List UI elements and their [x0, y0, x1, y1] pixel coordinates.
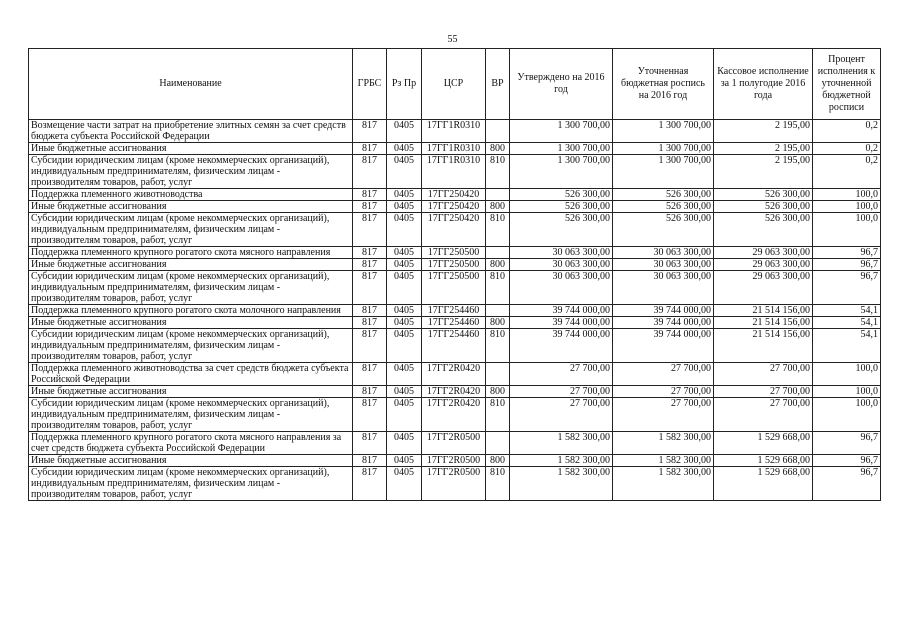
cell-cash: 1 529 668,00 [714, 455, 813, 467]
cell-cash: 1 529 668,00 [714, 467, 813, 501]
cell-percent: 96,7 [813, 259, 881, 271]
cell-grbs: 817 [353, 155, 387, 189]
table-row [29, 271, 881, 305]
cell-approved: 30 063 300,00 [510, 247, 613, 259]
cell-vr [486, 247, 510, 259]
cell-csr: 17ГГ250500 [422, 271, 486, 305]
table-row [29, 120, 881, 143]
cell-specified: 30 063 300,00 [613, 247, 714, 259]
cell-csr: 17ГГ2R0420 [422, 398, 486, 432]
cell-percent: 100,0 [813, 398, 881, 432]
cell-name: Иные бюджетные ассигнования [29, 143, 353, 155]
table-row [29, 432, 881, 455]
cell-percent: 54,1 [813, 317, 881, 329]
cell-approved: 39 744 000,00 [510, 317, 613, 329]
cell-vr [486, 363, 510, 386]
table-row [29, 386, 881, 398]
cell-percent: 54,1 [813, 305, 881, 317]
cell-vr: 810 [486, 398, 510, 432]
cell-approved: 526 300,00 [510, 213, 613, 247]
table-row [29, 213, 881, 247]
cell-vr: 800 [486, 386, 510, 398]
cell-rzpr: 0405 [387, 398, 422, 432]
table-row [29, 317, 881, 329]
cell-specified: 39 744 000,00 [613, 305, 714, 317]
cell-name: Иные бюджетные ассигнования [29, 201, 353, 213]
cell-cash: 526 300,00 [714, 213, 813, 247]
header-vr: ВР [486, 49, 510, 120]
table-row [29, 201, 881, 213]
cell-specified: 27 700,00 [613, 386, 714, 398]
cell-name: Субсидии юридическим лицам (кроме некоммерческих организаций), индивидуальным предпринимателям, физическим лицам - производителям товаров, работ, услуг [29, 467, 353, 501]
header-percent: Процент исполнения к уточненной бюджетной росписи [813, 49, 881, 120]
cell-grbs: 817 [353, 455, 387, 467]
cell-specified: 1 582 300,00 [613, 455, 714, 467]
cell-csr: 17ГГ1R0310 [422, 120, 486, 143]
cell-csr: 17ГГ250420 [422, 189, 486, 201]
cell-grbs: 817 [353, 143, 387, 155]
cell-percent: 100,0 [813, 201, 881, 213]
table-row [29, 329, 881, 363]
cell-percent: 96,7 [813, 455, 881, 467]
cell-cash: 1 529 668,00 [714, 432, 813, 455]
cell-rzpr: 0405 [387, 363, 422, 386]
cell-cash: 21 514 156,00 [714, 305, 813, 317]
cell-vr: 800 [486, 143, 510, 155]
cell-grbs: 817 [353, 189, 387, 201]
cell-rzpr: 0405 [387, 247, 422, 259]
cell-percent: 0,2 [813, 143, 881, 155]
cell-cash: 2 195,00 [714, 143, 813, 155]
cell-specified: 526 300,00 [613, 213, 714, 247]
cell-csr: 17ГГ254460 [422, 305, 486, 317]
cell-csr: 17ГГ250500 [422, 247, 486, 259]
header-approved: Утверждено на 2016 год [510, 49, 613, 120]
cell-grbs: 817 [353, 120, 387, 143]
cell-name: Субсидии юридическим лицам (кроме некоммерческих организаций), индивидуальным предпринимателям, физическим лицам - производителям товаров, работ, услуг [29, 398, 353, 432]
cell-name: Поддержка племенного крупного рогатого скота мясного направления [29, 247, 353, 259]
cell-grbs: 817 [353, 317, 387, 329]
cell-grbs: 817 [353, 386, 387, 398]
cell-rzpr: 0405 [387, 467, 422, 501]
cell-approved: 27 700,00 [510, 386, 613, 398]
cell-csr: 17ГГ2R0420 [422, 363, 486, 386]
cell-csr: 17ГГ254460 [422, 317, 486, 329]
cell-name: Иные бюджетные ассигнования [29, 386, 353, 398]
cell-vr: 810 [486, 155, 510, 189]
cell-rzpr: 0405 [387, 329, 422, 363]
cell-csr: 17ГГ1R0310 [422, 143, 486, 155]
cell-percent: 96,7 [813, 271, 881, 305]
cell-grbs: 817 [353, 213, 387, 247]
cell-approved: 30 063 300,00 [510, 259, 613, 271]
cell-specified: 1 582 300,00 [613, 467, 714, 501]
table-header-row [29, 49, 881, 120]
header-name: Наименование [29, 49, 353, 120]
cell-name: Возмещение части затрат на приобретение элитных семян за счет средств бюджета субъекта Российской Федерации [29, 120, 353, 143]
table-row [29, 398, 881, 432]
cell-csr: 17ГГ1R0310 [422, 155, 486, 189]
cell-percent: 0,2 [813, 120, 881, 143]
budget-table [28, 48, 881, 501]
cell-approved: 1 300 700,00 [510, 143, 613, 155]
cell-specified: 1 300 700,00 [613, 120, 714, 143]
cell-cash: 29 063 300,00 [714, 259, 813, 271]
cell-rzpr: 0405 [387, 271, 422, 305]
cell-approved: 27 700,00 [510, 398, 613, 432]
cell-grbs: 817 [353, 432, 387, 455]
cell-rzpr: 0405 [387, 201, 422, 213]
cell-specified: 1 300 700,00 [613, 143, 714, 155]
cell-vr: 800 [486, 259, 510, 271]
cell-approved: 1 582 300,00 [510, 467, 613, 501]
cell-approved: 1 582 300,00 [510, 432, 613, 455]
cell-vr: 810 [486, 271, 510, 305]
cell-name: Иные бюджетные ассигнования [29, 455, 353, 467]
cell-name: Субсидии юридическим лицам (кроме некоммерческих организаций), индивидуальным предпринимателям, физическим лицам - производителям товаров, работ, услуг [29, 329, 353, 363]
cell-percent: 100,0 [813, 213, 881, 247]
cell-percent: 96,7 [813, 432, 881, 455]
cell-specified: 30 063 300,00 [613, 259, 714, 271]
cell-rzpr: 0405 [387, 455, 422, 467]
cell-vr [486, 120, 510, 143]
cell-vr: 810 [486, 213, 510, 247]
cell-rzpr: 0405 [387, 386, 422, 398]
cell-specified: 39 744 000,00 [613, 317, 714, 329]
cell-name: Поддержка племенного животноводства за счет средств бюджета субъекта Российской Федерации [29, 363, 353, 386]
cell-grbs: 817 [353, 201, 387, 213]
cell-grbs: 817 [353, 398, 387, 432]
page-number: 55 [447, 34, 458, 45]
cell-rzpr: 0405 [387, 317, 422, 329]
cell-approved: 526 300,00 [510, 201, 613, 213]
cell-vr: 800 [486, 201, 510, 213]
cell-name: Иные бюджетные ассигнования [29, 259, 353, 271]
cell-percent: 100,0 [813, 189, 881, 201]
header-grbs: ГРБС [353, 49, 387, 120]
cell-csr: 17ГГ254460 [422, 329, 486, 363]
table-row [29, 247, 881, 259]
cell-grbs: 817 [353, 259, 387, 271]
table-row [29, 455, 881, 467]
cell-name: Поддержка племенного крупного рогатого скота мясного направления за счет средств бюджета субъекта Российской Федерации [29, 432, 353, 455]
cell-rzpr: 0405 [387, 143, 422, 155]
cell-cash: 29 063 300,00 [714, 271, 813, 305]
cell-cash: 21 514 156,00 [714, 329, 813, 363]
cell-approved: 27 700,00 [510, 363, 613, 386]
cell-grbs: 817 [353, 329, 387, 363]
cell-approved: 39 744 000,00 [510, 305, 613, 317]
cell-rzpr: 0405 [387, 155, 422, 189]
header-csr: ЦСР [422, 49, 486, 120]
cell-vr [486, 432, 510, 455]
table-row [29, 143, 881, 155]
cell-percent: 96,7 [813, 247, 881, 259]
cell-grbs: 817 [353, 467, 387, 501]
cell-specified: 27 700,00 [613, 363, 714, 386]
cell-cash: 526 300,00 [714, 189, 813, 201]
cell-name: Субсидии юридическим лицам (кроме некоммерческих организаций), индивидуальным предпринимателям, физическим лицам - производителям товаров, работ, услуг [29, 155, 353, 189]
cell-approved: 39 744 000,00 [510, 329, 613, 363]
cell-specified: 1 582 300,00 [613, 432, 714, 455]
cell-vr [486, 189, 510, 201]
cell-rzpr: 0405 [387, 120, 422, 143]
cell-rzpr: 0405 [387, 189, 422, 201]
cell-csr: 17ГГ250420 [422, 201, 486, 213]
cell-grbs: 817 [353, 363, 387, 386]
cell-percent: 100,0 [813, 363, 881, 386]
table-row [29, 305, 881, 317]
cell-name: Иные бюджетные ассигнования [29, 317, 353, 329]
table-row [29, 155, 881, 189]
cell-rzpr: 0405 [387, 432, 422, 455]
table-row [29, 467, 881, 501]
cell-vr: 810 [486, 329, 510, 363]
cell-vr [486, 305, 510, 317]
cell-cash: 21 514 156,00 [714, 317, 813, 329]
cell-csr: 17ГГ250420 [422, 213, 486, 247]
table-row [29, 189, 881, 201]
cell-csr: 17ГГ2R0420 [422, 386, 486, 398]
cell-vr: 800 [486, 317, 510, 329]
cell-specified: 1 300 700,00 [613, 155, 714, 189]
cell-rzpr: 0405 [387, 213, 422, 247]
cell-specified: 39 744 000,00 [613, 329, 714, 363]
cell-approved: 526 300,00 [510, 189, 613, 201]
header-specified: Уточненная бюджетная роспись на 2016 год [613, 49, 714, 120]
cell-percent: 0,2 [813, 155, 881, 189]
cell-grbs: 817 [353, 271, 387, 305]
cell-cash: 29 063 300,00 [714, 247, 813, 259]
cell-grbs: 817 [353, 305, 387, 317]
cell-specified: 526 300,00 [613, 189, 714, 201]
cell-vr: 810 [486, 467, 510, 501]
cell-percent: 100,0 [813, 386, 881, 398]
cell-name: Поддержка племенного крупного рогатого скота молочного направления [29, 305, 353, 317]
cell-csr: 17ГГ2R0500 [422, 455, 486, 467]
cell-specified: 526 300,00 [613, 201, 714, 213]
cell-percent: 54,1 [813, 329, 881, 363]
cell-specified: 30 063 300,00 [613, 271, 714, 305]
cell-name: Субсидии юридическим лицам (кроме некоммерческих организаций), индивидуальным предпринимателям, физическим лицам - производителям товаров, работ, услуг [29, 271, 353, 305]
cell-cash: 2 195,00 [714, 155, 813, 189]
cell-cash: 27 700,00 [714, 386, 813, 398]
cell-cash: 526 300,00 [714, 201, 813, 213]
cell-csr: 17ГГ2R0500 [422, 432, 486, 455]
header-rzpr: Рз Пр [387, 49, 422, 120]
cell-rzpr: 0405 [387, 305, 422, 317]
table-row [29, 363, 881, 386]
cell-name: Субсидии юридическим лицам (кроме некоммерческих организаций), индивидуальным предпринимателям, физическим лицам - производителям товаров, работ, услуг [29, 213, 353, 247]
cell-specified: 27 700,00 [613, 398, 714, 432]
cell-cash: 27 700,00 [714, 398, 813, 432]
table-body [29, 120, 881, 501]
header-cash: Кассовое исполнение за 1 полугодие 2016 года [714, 49, 813, 120]
cell-approved: 1 582 300,00 [510, 455, 613, 467]
cell-grbs: 817 [353, 247, 387, 259]
cell-csr: 17ГГ250500 [422, 259, 486, 271]
cell-name: Поддержка племенного животноводства [29, 189, 353, 201]
cell-approved: 1 300 700,00 [510, 155, 613, 189]
cell-rzpr: 0405 [387, 259, 422, 271]
cell-csr: 17ГГ2R0500 [422, 467, 486, 501]
cell-vr: 800 [486, 455, 510, 467]
table-row [29, 259, 881, 271]
cell-approved: 1 300 700,00 [510, 120, 613, 143]
cell-cash: 2 195,00 [714, 120, 813, 143]
cell-cash: 27 700,00 [714, 363, 813, 386]
cell-approved: 30 063 300,00 [510, 271, 613, 305]
cell-percent: 96,7 [813, 467, 881, 501]
